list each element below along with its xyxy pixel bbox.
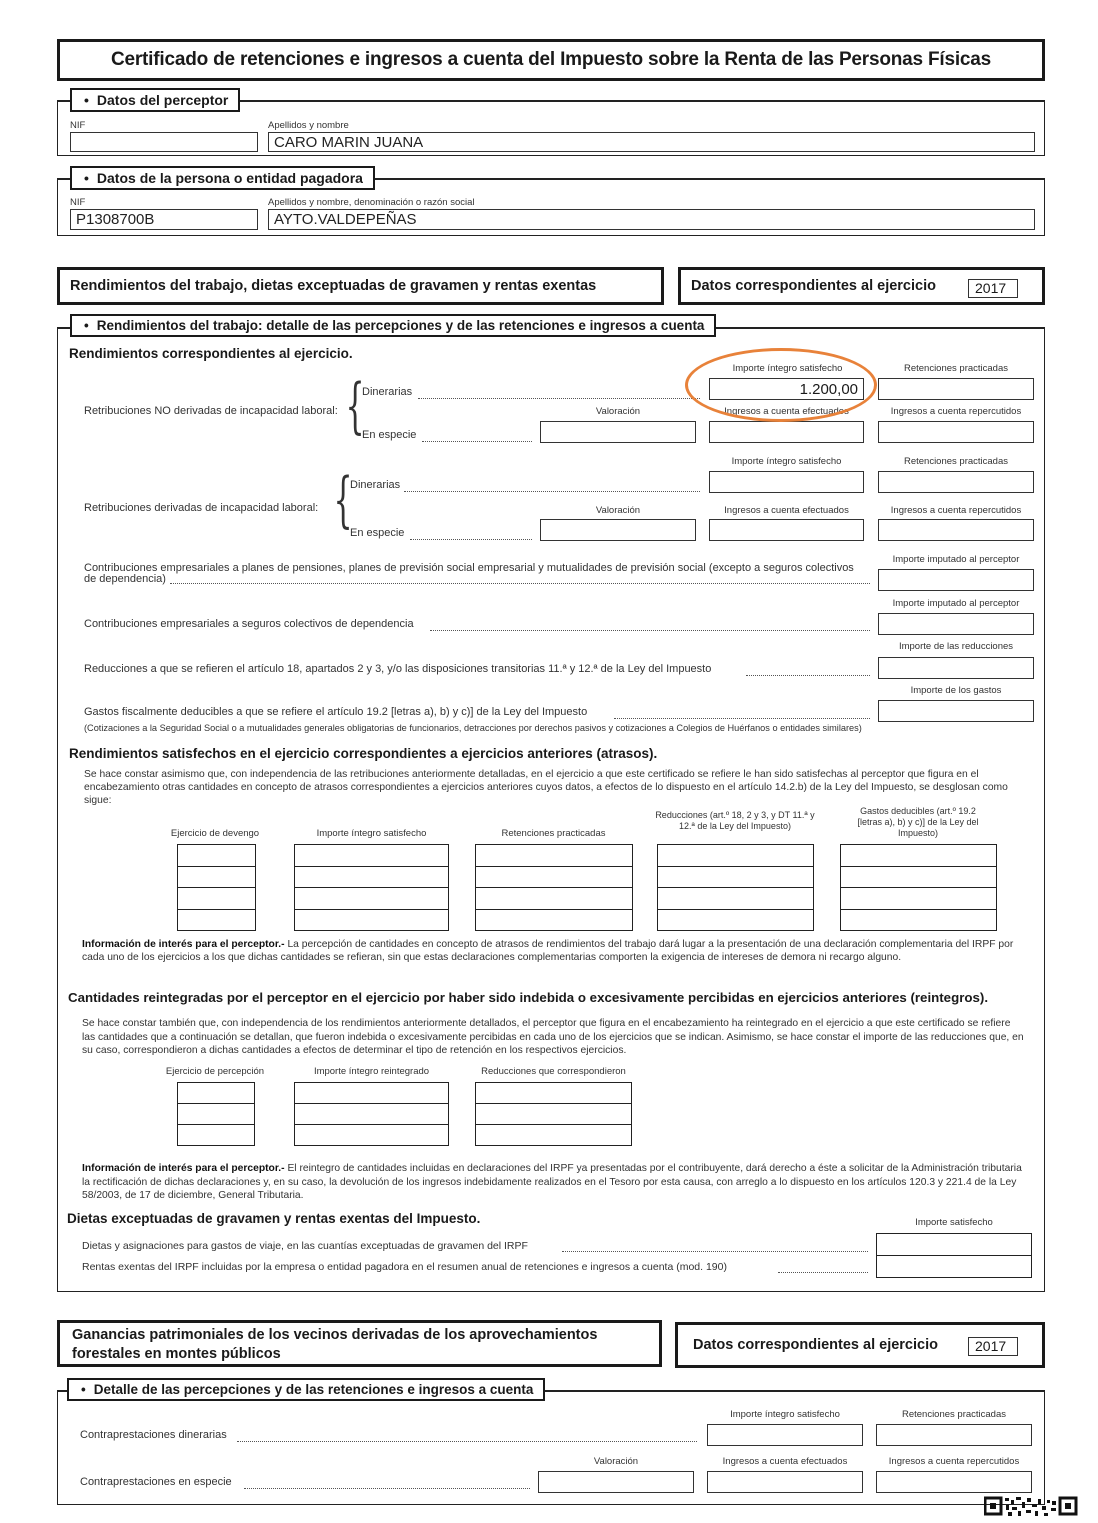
reintegros-col-importe: Importe íntegro reintegrado (313, 1066, 430, 1077)
dietas-line2: Rentas exentas del IRPF incluidas por la empresa o entidad pagadora en el resumen anual de retenciones e ingresos a cuenta (mod. 190) (82, 1261, 727, 1273)
atrasos-paragraph: Se hace constar asimismo que, con independencia de las retribuciones anteriormente detalladas, en el ejercicio a que este certificado se refiere le han sido satisfechas al perceptor que figura en el encabezamiento otras cantidades en concepto de atrasos correspondientes a ejercicios anteriores cuyos datos, a efectos de lo dispuesto en el artículo 14.2.b) de la Ley del Impuesto, se desglosan como sigue: (84, 769, 1008, 806)
perceptor-name-label: Apellidos y nombre (268, 120, 349, 131)
contrib-seguros-text: Contribuciones empresariales a seguros colectivos de dependencia (84, 618, 414, 630)
ejercicio-year-field[interactable]: 2017 (968, 279, 1018, 298)
pagador-nif-value: P1308700B (76, 211, 155, 228)
atrasos-info: Información de interés para el perceptor.- La percepción de cantidades en concepto de atrasos de rendimientos del trabajo dará lugar a la presentación de una declaración complementaria del IRPF por cada uno de los ejercicios a los que dichas cantidades se refieran, sin que estas declaraciones complementarias comporten la exigencia de intereses de demora ni recargo alguno. (82, 939, 1014, 963)
ejercicio-label: Datos correspondientes al ejercicio (691, 278, 936, 294)
atrasos-grid-reducciones[interactable] (657, 844, 814, 931)
ganancias-efectuados-field[interactable] (707, 1471, 863, 1493)
incap-valoracion-label: Valoración (595, 505, 641, 516)
gastos-text: Gastos fiscalmente deducibles a que se refiere el artículo 19.2 [letras a), b) y c)] de la Ley del Impuesto (84, 706, 588, 718)
dietas-line1: Dietas y asignaciones para gastos de viaje, en las cuantías exceptuadas de gravamen del IRPF (82, 1240, 528, 1252)
leader-dots (422, 441, 532, 442)
reintegros-grid-reducciones[interactable] (475, 1082, 632, 1146)
perceptor-tab-label: Datos del perceptor (96, 92, 229, 108)
ganancias-efectuados-label: Ingresos a cuenta efectuados (722, 1456, 848, 1467)
ganancias-header-line1: Ganancias patrimoniales de los vecinos derivadas de los aprovechamientos (72, 1327, 598, 1343)
ganancias-especie-label: Contraprestaciones en especie (80, 1476, 232, 1488)
atrasos-col-importe: Importe íntegro satisfecho (316, 828, 427, 839)
leader-dots (430, 630, 870, 631)
no-incap-efectuados-field[interactable] (709, 421, 864, 443)
ganancias-importe-label: Importe íntegro satisfecho (730, 1409, 840, 1420)
atrasos-grid-ejercicio[interactable] (177, 844, 256, 931)
reducciones-box-label: Importe de las reducciones (898, 641, 1014, 652)
incapacidad-label: Retribuciones derivadas de incapacidad laboral: (84, 502, 319, 514)
reintegros-grid-importe[interactable] (294, 1082, 449, 1146)
pagador-nif-field[interactable] (70, 209, 258, 230)
rendimientos-header-label: Rendimientos del trabajo, dietas exceptuadas de gravamen y rentas exentas (70, 278, 597, 294)
dietas-grid[interactable] (876, 1233, 1032, 1278)
incap-especie-label: En especie (350, 527, 405, 539)
incap-importe-label: Importe íntegro satisfecho (731, 456, 842, 467)
leader-dots (410, 539, 532, 540)
atrasos-col-gastos: Gastos deducibles (art.º 19.2 [letras a), b) y c)] de la Ley del Impuesto) (857, 806, 979, 838)
perceptor-tab (70, 88, 240, 112)
ganancias-valoracion-label: Valoración (593, 1456, 639, 1467)
brace-icon: { (345, 371, 365, 441)
bullet-icon: • (81, 1382, 86, 1397)
reintegros-col-reducciones: Reducciones que correspondieron (481, 1066, 626, 1077)
no-incapacidad-label: Retribuciones NO derivadas de incapacidad laboral: (84, 405, 338, 417)
atrasos-col-reducciones: Reducciones (art.º 18, 2 y 3, y DT 11.ª y 12.ª de la Ley del Impuesto) (655, 810, 815, 831)
incap-dinerarias-label: Dinerarias (350, 479, 401, 491)
perceptor-name-field[interactable] (268, 132, 1035, 152)
no-incap-repercutidos-field[interactable] (878, 421, 1034, 443)
perceptor-nif-field[interactable] (70, 132, 258, 152)
leader-dots (170, 583, 870, 584)
ganancias-repercutidos-label: Ingresos a cuenta repercutidos (888, 1456, 1020, 1467)
bullet-icon: • (84, 318, 89, 333)
rendimientos-subhead: Rendimientos correspondientes al ejercicio. (69, 346, 353, 361)
atrasos-col-retenciones: Retenciones practicadas (501, 828, 606, 839)
ganancias-retenciones-label: Retenciones practicadas (901, 1409, 1007, 1420)
ganancias-header-line2: forestales en montes públicos (72, 1346, 281, 1362)
rendimientos-detail-tab (70, 314, 716, 337)
ganancias-detail-tab (67, 1378, 545, 1401)
incap-importe-field[interactable] (709, 471, 864, 493)
no-incap-retenciones-label: Retenciones practicadas (903, 363, 1009, 374)
dietas-heading: Dietas exceptuadas de gravamen y rentas exentas del Impuesto. (67, 1211, 481, 1226)
no-incap-dinerarias-label: Dinerarias (362, 386, 413, 398)
no-incap-repercutidos-label: Ingresos a cuenta repercutidos (890, 406, 1022, 417)
gastos-note: (Cotizaciones a la Seguridad Social o a mutualidades generales obligatorias de funcionarios, detracciones por derechos pasivos y cotizaciones a Colegios de Huérfanos o entidades similares) (84, 723, 862, 733)
reintegros-grid-ejercicio[interactable] (177, 1082, 255, 1146)
incap-valoracion-field[interactable] (540, 519, 696, 541)
leader-dots (244, 1488, 530, 1489)
ganancias-detail-tab-label: Detalle de las percepciones y de las retenciones e ingresos a cuenta (93, 1382, 534, 1397)
pagador-name-field[interactable] (268, 209, 1035, 230)
ganancias-dinerarias-label: Contraprestaciones dinerarias (80, 1429, 227, 1441)
incap-retenciones-label: Retenciones practicadas (903, 456, 1009, 467)
leader-dots (746, 675, 870, 676)
leader-dots (562, 1251, 868, 1252)
incap-efectuados-label: Ingresos a cuenta efectuados (724, 505, 849, 516)
ganancias-valoracion-field[interactable] (538, 1471, 694, 1493)
rendimientos-detail-tab-label: Rendimientos del trabajo: detalle de las percepciones y de las retenciones e ingresos a cuenta (96, 318, 705, 333)
pagador-nif-label: NIF (70, 197, 86, 208)
pagador-name-value: AYTO.VALDEPEÑAS (274, 211, 417, 228)
ganancias-importe-field[interactable] (707, 1424, 863, 1446)
document-title: Certificado de retenciones e ingresos a cuenta del Impuesto sobre la Renta de las Personas Físicas (110, 49, 992, 70)
incap-repercutidos-label: Ingresos a cuenta repercutidos (890, 505, 1022, 516)
reintegros-col-ejercicio: Ejercicio de percepción (165, 1066, 265, 1077)
leader-dots (614, 718, 870, 719)
contrib-planes-field[interactable] (878, 569, 1034, 591)
ganancias-repercutidos-field[interactable] (876, 1471, 1032, 1493)
no-incap-valoracion-field[interactable] (540, 421, 696, 443)
reintegros-heading: Cantidades reintegradas por el perceptor en el ejercicio por haber sido indebida o excesivamente percibidas en ejercicios anteriores (reintegros). (68, 990, 989, 1005)
pagador-tab-label: Datos de la persona o entidad pagadora (96, 170, 363, 186)
leader-dots (404, 491, 700, 492)
gastos-box-label: Importe de los gastos (910, 685, 1002, 696)
no-incap-efectuados-label: Ingresos a cuenta efectuados (724, 406, 849, 417)
document-title-box (57, 39, 1045, 81)
leader-dots (237, 1441, 697, 1442)
reducciones-text: Reducciones a que se refieren el artículo 18, apartados 2 y 3, y/o las disposiciones transitorias 11.ª y 12.ª de la Ley del Impuesto (84, 663, 712, 675)
qr-code-icon (984, 1496, 1078, 1518)
pagador-tab (70, 166, 375, 190)
incap-retenciones-field[interactable] (878, 471, 1034, 493)
incap-efectuados-field[interactable] (709, 519, 864, 541)
no-incap-especie-label: En especie (362, 429, 417, 441)
ganancias-ejercicio-label: Datos correspondientes al ejercicio (693, 1337, 938, 1353)
no-incap-retenciones-field[interactable] (878, 378, 1034, 400)
reducciones-field[interactable] (878, 657, 1034, 679)
ganancias-retenciones-field[interactable] (876, 1424, 1032, 1446)
contrib-seguros-box-label: Importe imputado al perceptor (892, 598, 1020, 609)
incap-repercutidos-field[interactable] (878, 519, 1034, 541)
contrib-planes-box-label: Importe imputado al perceptor (892, 554, 1020, 565)
ganancias-header (57, 1320, 662, 1367)
perceptor-name-value: CARO MARIN JUANA (274, 134, 424, 151)
reintegros-info: Información de interés para el perceptor.- El reintegro de cantidades incluidas en declaraciones del IRPF ya presentadas por el contribuyente, dará derecho a éste a solicitar de la Administración tributaria la rectificación de dichas declaraciones y, en su caso, la devolución de los ingresos indebidamente realizados en el Tesoro por esta causa, con arreglo a lo dispuesto en los artículos 120.3 y 221.4 de la Ley 58/2003, de 17 de diciembre, General Tributaria. (82, 1163, 1022, 1201)
no-incap-importe-value: 1.200,00 (799, 381, 858, 398)
atrasos-heading: Rendimientos satisfechos en el ejercicio correspondientes a ejercicios anteriores (atrasos). (69, 746, 658, 761)
atrasos-grid-retenciones[interactable] (475, 844, 633, 931)
no-incap-importe-label: Importe íntegro satisfecho (732, 363, 843, 374)
bullet-icon: • (84, 170, 89, 186)
contrib-planes-text: Contribuciones empresariales a planes de pensiones, planes de previsión social empresarial y mutualidades de previsión social (excepto a seguros colectivos de dependencia) (84, 562, 854, 585)
contrib-seguros-field[interactable] (878, 613, 1034, 635)
atrasos-col-ejercicio: Ejercicio de devengo (170, 828, 260, 839)
leader-dots (778, 1272, 868, 1273)
leader-dots (418, 398, 700, 399)
dietas-box-label: Importe satisfecho (915, 1217, 993, 1228)
no-incap-valoracion-label: Valoración (595, 406, 641, 417)
perceptor-nif-label: NIF (70, 120, 86, 131)
rendimientos-header (57, 267, 664, 305)
no-incap-importe-field[interactable] (709, 378, 864, 400)
atrasos-grid-gastos[interactable] (840, 844, 997, 931)
ganancias-ejercicio-year-field[interactable]: 2017 (968, 1337, 1018, 1356)
brace-icon: { (333, 465, 353, 535)
atrasos-grid-importe[interactable] (294, 844, 449, 931)
reintegros-paragraph: Se hace constar también que, con independencia de los rendimientos anteriormente detallados, el perceptor que figura en el encabezamiento ha reintegrado en el ejercicio a que este certificado se refiere las cantidades que a continuación se detallan, que fueron indebida o excesivamente percibidas en cada uno de los ejercicios que se indican. Asimismo, se hace constar el importe de las reducciones que, en su caso, correspondieron a dichas cantidades a efectos de determinar el tipo de retención en los respectivos ejercicios. (82, 1018, 1024, 1056)
gastos-field[interactable] (878, 700, 1034, 722)
pagador-name-label: Apellidos y nombre, denominación o razón social (268, 197, 475, 208)
bullet-icon: • (84, 92, 89, 108)
